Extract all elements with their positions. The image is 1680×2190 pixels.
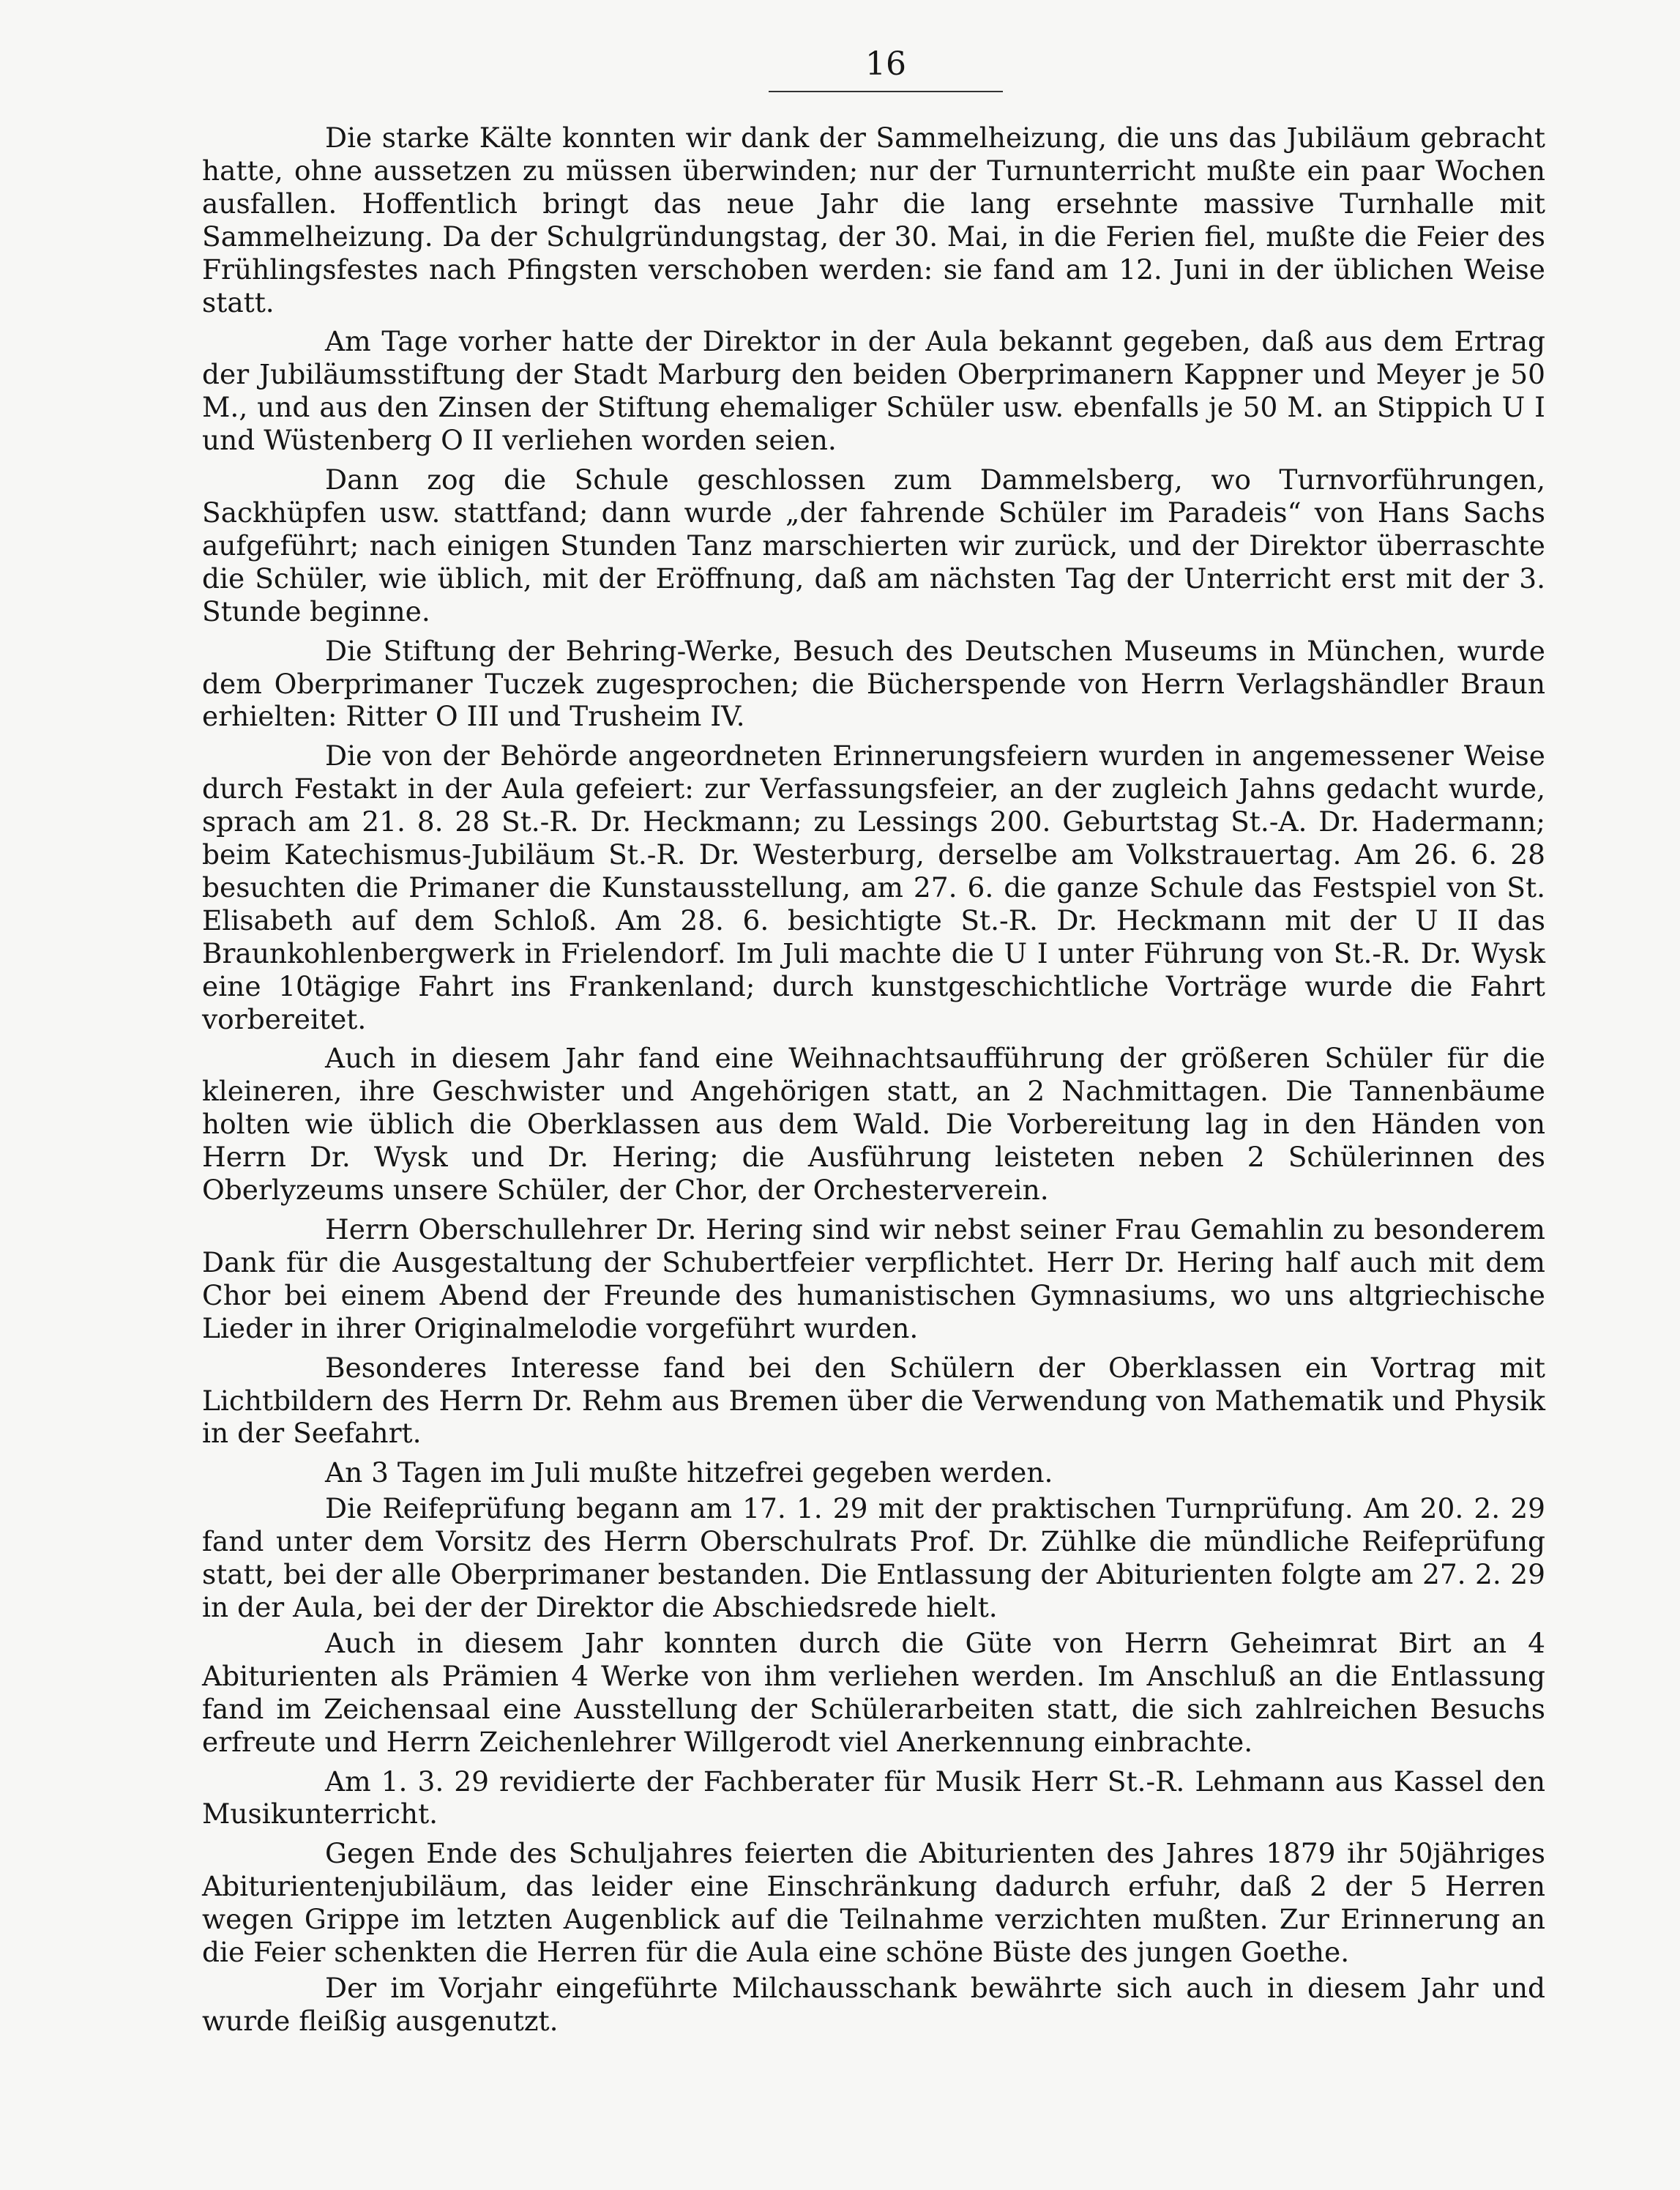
paragraph-heat-holiday: An 3 Tagen im Juli mußte hitzefrei gegeben werden. (325, 1456, 1053, 1489)
paragraph-winter-heating: Die starke Kälte konnten wir dank der Sammelheizung, die uns das Jubiläum gebracht hatte, ohne aussetzen zu müssen überwinden; nur der Turnunterricht mußte ein paar Wochen ausfallen. Hoffentlich bringt das neue Jahr die lang ersehnte massive Turnhalle mit Sammelheizung. Da der Schulgründungstag, der 30. Mai, in die Ferien fiel, mußte die Feier des Frühlingsfestes nach Pfingsten verschoben werden: sie fand am 12. Juni in der üblichen Weise statt. (202, 122, 1545, 319)
paragraph-prizes-exhibition: Auch in diesem Jahr konnten durch die Güte von Herrn Geheimrat Birt an 4 Abiturienten als Prämien 4 Werke von ihm verliehen werden. Im Anschluß an die Entlassung fand im Zeichensaal eine Ausstellung der Schülerarbeiten statt, die sich zahlreichen Besuchs erfreute und Herrn Zeichenlehrer Willgerodt viel Anerkennung einbrachte. (202, 1626, 1545, 1758)
paragraph-music-inspection: Am 1. 3. 29 revidierte der Fachberater für Musik Herr St.-R. Lehmann aus Kassel den Musikunterricht. (202, 1765, 1545, 1830)
paragraph-milk-service: Der im Vorjahr eingeführte Milchausschank bewährte sich auch in diesem Jahr und wurde fleißig ausgenutzt. (202, 1971, 1545, 2037)
paragraph-schubert-celebration: Herrn Oberschullehrer Dr. Hering sind wir nebst seiner Frau Gemahlin zu besonderem Dank für die Ausgestaltung der Schubertfeier verpflichtet. Herr Dr. Hering half auch mit dem Chor bei einem Abend der Freunde des humanistischen Gymnasiums, wo uns altgriechische Lieder in ihrer Originalmelodie vorgeführt wurden. (202, 1213, 1545, 1344)
paragraph-christmas-play: Auch in diesem Jahr fand eine Weihnachtsaufführung der größeren Schüler für die kleineren, ihre Geschwister und Angehörigen statt, an 2 Nachmittagen. Die Tannenbäume holten wie üblich die Oberklassen aus dem Wald. Die Vorbereitung lag in den Händen von Herrn Dr. Wysk und Dr. Hering; die Ausführung leisteten neben 2 Schülerinnen des Oberlyzeums unsere Schüler, der Chor, der Orchesterverein. (202, 1042, 1545, 1207)
paragraph-foundation-awards: Am Tage vorher hatte der Direktor in der Aula bekannt gegeben, daß aus dem Ertrag der Jubiläumsstiftung der Stadt Marburg den beiden Oberprimanern Kappner und Meyer je 50 M., und aus den Zinsen der Stiftung ehemaliger Schüler usw. ebenfalls je 50 M. an Stippich U I und Wüstenberg O II verliehen worden seien. (202, 325, 1545, 457)
paragraph-commemorations: Die von der Behörde angeordneten Erinnerungsfeiern wurden in angemessener Weise durch Festakt in der Aula gefeiert: zur Verfassungsfeier, an der zugleich Jahns gedacht wurde, sprach am 21. 8. 28 St.-R. Dr. Heckmann; zu Lessings 200. Geburtstag St.-A. Dr. Hadermann; beim Katechismus-Jubiläum St.-R. Dr. Westerburg, derselbe am Volkstrauertag. Am 26. 6. 28 besuchten die Primaner die Kunstausstellung, am 27. 6. die ganze Schule das Festspiel von St. Elisabeth auf dem Schloß. Am 28. 6. besichtigte St.-R. Dr. Heckmann mit der U II das Braunkohlenbergwerk in Frielendorf. Im Juli machte die U I unter Führung von St.-R. Dr. Wysk eine 10tägige Fahrt ins Frankenland; durch kunstgeschichtliche Vorträge wurde die Fahrt vorbereitet. (202, 740, 1545, 1035)
paragraph-behring-foundation: Die Stiftung der Behring-Werke, Besuch des Deutschen Museums in München, wurde dem Oberprimaner Tuczek zugesprochen; die Bücherspende von Herrn Verlagshändler Braun erhielten: Ritter O III und Trusheim IV. (202, 634, 1545, 733)
paragraph-final-exam: Die Reifeprüfung begann am 17. 1. 29 mit der praktischen Turnprüfung. Am 20. 2. 29 fand unter dem Vorsitz des Herrn Oberschulrats Prof. Dr. Zühlke die mündliche Reifeprüfung statt, bei der alle Oberprimaner bestanden. Die Entlassung der Abiturienten folgte am 27. 2. 29 in der Aula, bei der der Direktor die Abschiedsrede hielt. (202, 1492, 1545, 1623)
paragraph-alumni-jubilee: Gegen Ende des Schuljahres feierten die Abiturienten des Jahres 1879 ihr 50jähriges Abiturientenjubiläum, das leider eine Einschränkung dadurch erfuhr, daß 2 der 5 Herren wegen Grippe im letzten Augenblick auf die Teilnahme verzichten mußten. Zur Erinnerung an die Feier schenkten die Herren für die Aula eine schöne Büste des jungen Goethe. (202, 1837, 1545, 1969)
paragraph-lecture-seafaring: Besonderes Interesse fand bei den Schülern der Oberklassen ein Vortrag mit Lichtbildern des Herrn Dr. Rehm aus Bremen über die Verwendung von Mathematik und Physik in der Seefahrt. (202, 1351, 1545, 1450)
body-text (202, 122, 1545, 2044)
page-number: 16 (865, 45, 906, 83)
paragraph-dammelsberg-excursion: Dann zog die Schule geschlossen zum Dammelsberg, wo Turnvorführungen, Sackhüpfen usw. stattfand; dann wurde „der fahrende Schüler im Paradeis“ von Hans Sachs aufgeführt; nach einigen Stunden Tanz marschierten wir zurück, und der Direktor überraschte die Schüler, wie üblich, mit der Eröffnung, daß am nächsten Tag der Unterricht erst mit der 3. Stunde beginne. (202, 463, 1545, 627)
header-rule (769, 91, 1003, 92)
